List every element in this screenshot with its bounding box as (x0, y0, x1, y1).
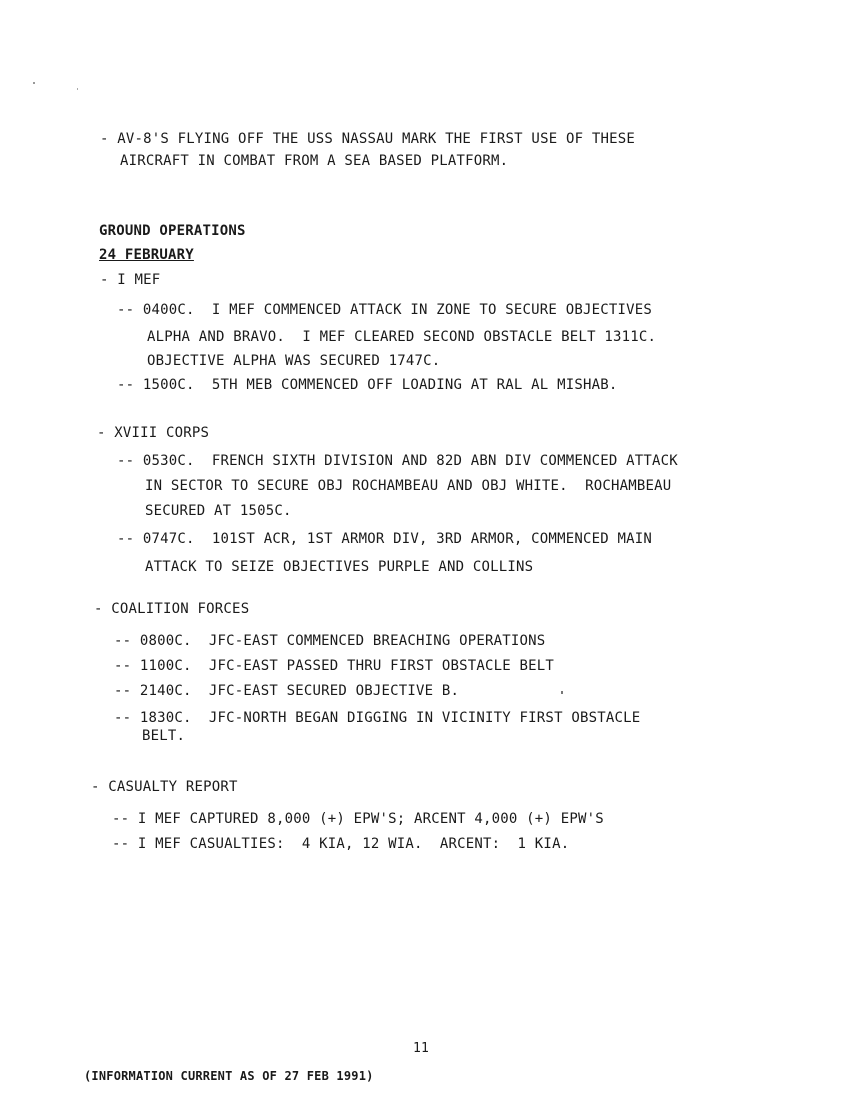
scan-speck (77, 88, 78, 90)
intro-line-2: AIRCRAFT IN COMBAT FROM A SEA BASED PLATFORM. (120, 153, 509, 169)
xviii-item-1-line-3: SECURED AT 1505C. (145, 503, 292, 519)
xviii-title: - XVIII CORPS (97, 425, 210, 441)
xviii-item-1-line-1: -- 0530C. FRENCH SIXTH DIVISION AND 82D ABN DIV COMMENCED ATTACK (117, 453, 678, 469)
coalition-title: - COALITION FORCES (94, 601, 250, 617)
xviii-item-1-line-2: IN SECTOR TO SECURE OBJ ROCHAMBEAU AND OBJ WHITE. ROCHAMBEAU (145, 478, 672, 494)
xviii-item-2-line-2: ATTACK TO SEIZE OBJECTIVES PURPLE AND COLLINS (145, 559, 534, 575)
section-heading: GROUND OPERATIONS (99, 223, 246, 239)
coalition-item-4-line-2: BELT. (142, 728, 186, 744)
casualty-item-2: -- I MEF CASUALTIES: 4 KIA, 12 WIA. ARCENT: 1 KIA. (112, 836, 570, 852)
imef-item-2-line-1: -- 1500C. 5TH MEB COMMENCED OFF LOADING AT RAL AL MISHAB. (117, 377, 618, 393)
scan-speck (561, 691, 563, 694)
imef-item-1-line-2: ALPHA AND BRAVO. I MEF CLEARED SECOND OBSTACLE BELT 1311C. (147, 329, 657, 345)
coalition-item-4-line-1: -- 1830C. JFC-NORTH BEGAN DIGGING IN VICINITY FIRST OBSTACLE (114, 710, 641, 726)
imef-title: - I MEF (100, 272, 161, 288)
casualty-title: - CASUALTY REPORT (91, 779, 238, 795)
coalition-item-1: -- 0800C. JFC-EAST COMMENCED BREACHING OPERATIONS (114, 633, 546, 649)
date-heading: 24 FEBRUARY (99, 247, 194, 263)
imef-item-1-line-1: -- 0400C. I MEF COMMENCED ATTACK IN ZONE TO SECURE OBJECTIVES (117, 302, 652, 318)
scan-speck (33, 82, 35, 84)
page-number: 11 (413, 1041, 430, 1056)
coalition-item-2: -- 1100C. JFC-EAST PASSED THRU FIRST OBSTACLE BELT (114, 658, 555, 674)
intro-line-1: - AV-8'S FLYING OFF THE USS NASSAU MARK THE FIRST USE OF THESE (100, 131, 635, 147)
xviii-item-2-line-1: -- 0747C. 101ST ACR, 1ST ARMOR DIV, 3RD ARMOR, COMMENCED MAIN (117, 531, 652, 547)
footer-note: (INFORMATION CURRENT AS OF 27 FEB 1991) (84, 1069, 374, 1083)
coalition-item-3: -- 2140C. JFC-EAST SECURED OBJECTIVE B. (114, 683, 460, 699)
imef-item-1-line-3: OBJECTIVE ALPHA WAS SECURED 1747C. (147, 353, 441, 369)
casualty-item-1: -- I MEF CAPTURED 8,000 (+) EPW'S; ARCENT 4,000 (+) EPW'S (112, 811, 604, 827)
